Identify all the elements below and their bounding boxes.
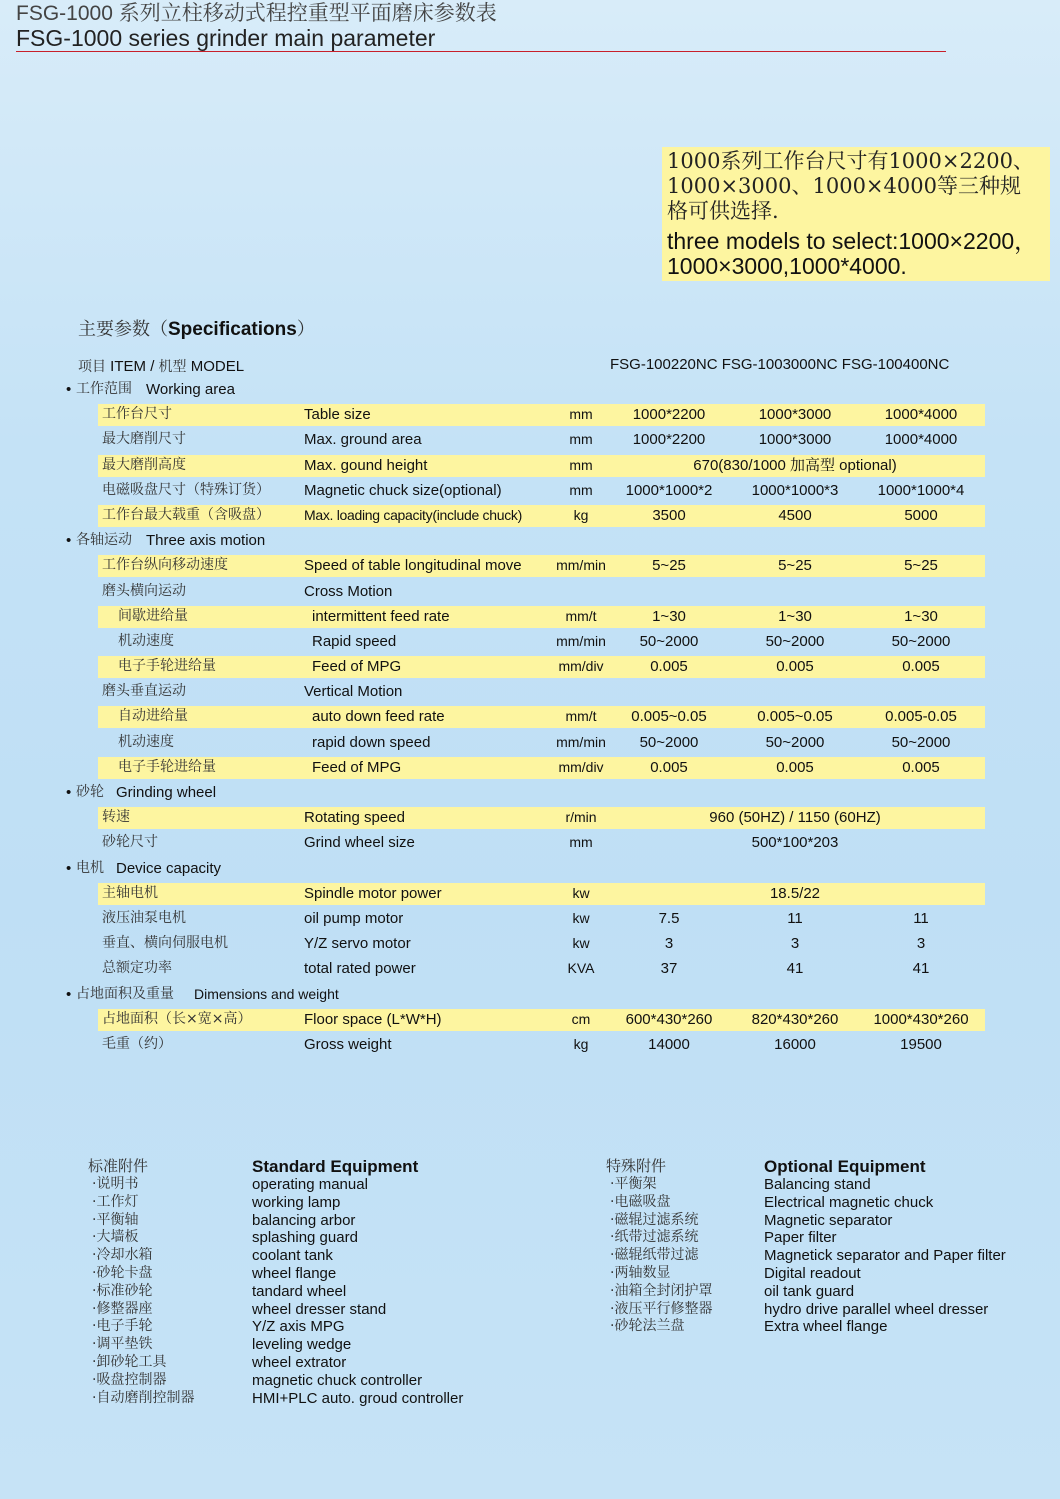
list-item: ·砂轮法兰盘 — [610, 1318, 685, 1335]
note-english — [667, 229, 1050, 279]
row-label-cn: 电子手轮进给量 — [118, 658, 216, 675]
row-label-en: Vertical Motion — [304, 683, 403, 701]
row-label-en: Spindle motor power — [304, 884, 442, 902]
list-item: ·大墙板 — [92, 1229, 139, 1246]
row-label-en: Table size — [304, 406, 371, 424]
value-all-models: 500*100*203 — [751, 834, 839, 852]
value-model-1: 5~25 — [652, 557, 686, 575]
row-label-cn: 液压油泵电机 — [102, 909, 186, 926]
row-unit: mm/min — [556, 733, 606, 750]
bullet: • — [66, 859, 72, 877]
spec-row-rotating-speed — [62, 805, 992, 830]
list-item: wheel extrator — [252, 1353, 347, 1371]
row-label-en: total rated power — [304, 960, 416, 978]
value-model-3: 0.005-0.05 — [885, 708, 957, 726]
list-item: ·标准砂轮 — [92, 1282, 153, 1299]
model-options-note — [662, 147, 1050, 281]
value-model-2: 0.005 — [776, 658, 814, 676]
optional-list-cn — [610, 1176, 712, 1336]
bullet: • — [66, 532, 72, 550]
bullet: • — [66, 784, 72, 801]
value-model-3: 50~2000 — [891, 733, 951, 751]
spec-heading-en: Specifications — [168, 319, 297, 340]
list-item: ·电子手轮 — [92, 1318, 153, 1335]
section-grinding-wheel — [62, 780, 992, 805]
spec-row-wheel-size — [62, 830, 992, 855]
header-divider — [16, 51, 946, 52]
list-item: coolant tank — [252, 1247, 333, 1265]
row-label-cn: 间歇进给量 — [118, 607, 188, 624]
list-item: ·平衡轴 — [92, 1211, 139, 1228]
list-item: tandard wheel — [252, 1282, 347, 1300]
value-model-1: 50~2000 — [639, 733, 699, 751]
value-model-2: 50~2000 — [765, 632, 825, 650]
row-label-en: Feed of MPG — [312, 658, 402, 676]
value-model-3: 0.005 — [902, 758, 940, 776]
row-unit: mm/div — [558, 658, 604, 675]
spec-row-max-ground-area — [62, 427, 992, 452]
list-item: ·调平垫铁 — [92, 1336, 153, 1353]
note-chinese — [667, 149, 1050, 224]
list-item: magnetic chuck controller — [252, 1371, 423, 1389]
list-item: HMI+PLC auto. groud controller — [252, 1389, 464, 1407]
list-item: ·电磁吸盘 — [610, 1193, 671, 1210]
spec-row-floor-space — [62, 1007, 992, 1032]
row-label-en: Grind wheel size — [304, 834, 415, 852]
value-model-1: 3 — [664, 935, 674, 953]
row-label-cn: 最大磨削高度 — [102, 456, 186, 473]
section-working-area — [62, 377, 992, 402]
list-item: ·磁辊纸带过滤 — [610, 1247, 699, 1264]
row-label-cn: 电磁吸盘尺寸（特殊订货） — [102, 481, 270, 498]
row-label-en: Max. loading capacity(include chuck) — [304, 506, 522, 523]
list-item: ·纸带过滤系统 — [610, 1229, 699, 1246]
value-all-models: 960 (50HZ) / 1150 (60HZ) — [709, 809, 881, 827]
value-model-1: 1000*1000*2 — [625, 481, 713, 499]
value-model-1: 1~30 — [652, 607, 686, 625]
list-item: Y/Z axis MPG — [252, 1318, 345, 1336]
row-unit: mm/min — [556, 632, 606, 649]
value-model-1: 7.5 — [658, 909, 680, 927]
row-label-cn: 磨头垂直运动 — [102, 683, 186, 700]
value-model-1: 50~2000 — [639, 632, 699, 650]
section-label-en: Dimensions and weight — [194, 985, 339, 1002]
value-model-2: 1000*1000*3 — [751, 481, 839, 499]
row-label-en: Gross weight — [304, 1035, 392, 1053]
value-model-1: 3500 — [652, 506, 686, 524]
row-unit: mm/t — [565, 708, 597, 725]
value-model-1: 600*430*260 — [625, 1010, 713, 1028]
spec-row-servo-motor — [62, 931, 992, 956]
section-label-cn: 各轴运动 — [76, 532, 132, 549]
list-item: ·平衡架 — [610, 1176, 657, 1192]
row-label-cn: 自动进给量 — [118, 708, 188, 725]
section-label-en: Working area — [146, 381, 235, 398]
row-label-en: Rotating speed — [304, 809, 405, 827]
row-unit: mm — [569, 406, 593, 423]
section-three-axis-motion — [62, 528, 992, 553]
list-item: Extra wheel flange — [764, 1318, 888, 1336]
row-unit: kw — [572, 909, 590, 926]
list-item: splashing guard — [252, 1229, 358, 1247]
row-label-cn: 总额定功率 — [102, 960, 172, 977]
list-item: wheel flange — [252, 1264, 337, 1282]
value-all-models: 670(830/1000 加高型 optional) — [693, 456, 897, 474]
value-model-1: 0.005 — [650, 658, 688, 676]
row-label-cn: 最大磨削尺寸 — [102, 431, 186, 448]
spec-row-cross-motion — [62, 579, 992, 604]
model-label-en: MODEL — [190, 358, 245, 375]
value-model-2: 1000*3000 — [758, 431, 832, 449]
optional-list-en — [764, 1176, 1006, 1336]
value-model-3: 41 — [912, 960, 930, 978]
value-model-3: 3 — [916, 935, 926, 953]
value-model-1: 0.005~0.05 — [631, 708, 707, 726]
standard-list-en — [252, 1176, 463, 1407]
list-item: ·油箱全封闭护罩 — [610, 1282, 713, 1299]
spec-row-max-ground-height — [62, 453, 992, 478]
value-model-1: 1000*2200 — [632, 431, 706, 449]
row-label-cn: 机动速度 — [118, 632, 174, 649]
section-label-en: Device capacity — [116, 859, 222, 877]
title-chinese: FSG-1000 系列立柱移动式程控重型平面磨床参数表 — [16, 2, 497, 25]
section-label-cn: 电机 — [76, 859, 104, 876]
row-label-en: Magnetic chuck size(optional) — [304, 481, 502, 499]
spec-row-feed-mpg-vertical — [62, 755, 992, 780]
spec-row-oil-pump-motor — [62, 906, 992, 931]
optional-title-cn: 特殊附件 — [606, 1157, 667, 1175]
row-label-cn: 砂轮尺寸 — [102, 834, 158, 851]
list-item: ·自动磨削控制器 — [92, 1389, 195, 1406]
item-label-en: ITEM — [110, 358, 147, 375]
row-label-en: rapid down speed — [312, 733, 431, 751]
value-model-3: 5000 — [904, 506, 938, 524]
value-model-3: 5~25 — [904, 557, 938, 575]
list-item: leveling wedge — [252, 1336, 352, 1354]
list-item: ·卸砂轮工具 — [92, 1353, 167, 1370]
list-item: ·两轴数显 — [610, 1264, 671, 1281]
item-model-label — [78, 356, 244, 376]
list-item: ·吸盘控制器 — [92, 1371, 167, 1388]
section-label-en: Three axis motion — [146, 532, 266, 550]
row-unit: kw — [572, 935, 590, 952]
row-label-en: Rapid speed — [312, 632, 397, 650]
model-names: FSG-100220NC FSG-1003000NC FSG-100400NC — [610, 356, 950, 373]
list-item: wheel dresser stand — [252, 1300, 387, 1318]
value-model-1: 1000*2200 — [632, 406, 706, 424]
note-en-line: 1000×3000,1000*4000. — [667, 253, 907, 279]
row-label-cn: 工作台纵向移动速度 — [102, 557, 228, 574]
value-model-2: 0.005~0.05 — [757, 708, 833, 726]
note-en-line: three models to select:1000×2200， — [667, 228, 1038, 254]
list-item: ·磁辊过滤系统 — [610, 1211, 699, 1228]
note-cn-line: 1000系列工作台尺寸有1000×2200、 — [667, 149, 1034, 173]
value-model-2: 820*430*260 — [751, 1010, 839, 1028]
list-item: ·液压平行修整器 — [610, 1300, 713, 1317]
standard-title-en: Standard Equipment — [252, 1157, 419, 1176]
row-label-cn: 垂直、横向伺服电机 — [102, 935, 228, 952]
row-unit: r/min — [565, 809, 597, 826]
standard-list-cn — [92, 1176, 194, 1407]
list-item: Balancing stand — [764, 1176, 871, 1193]
value-model-2: 11 — [787, 909, 803, 927]
spec-row-rapid-down-speed — [62, 730, 992, 755]
row-unit: mm — [569, 834, 593, 851]
row-unit: mm — [569, 481, 593, 498]
value-model-3: 1000*4000 — [884, 431, 958, 449]
value-model-2: 50~2000 — [765, 733, 825, 751]
value-model-3: 1~30 — [904, 607, 938, 625]
spec-row-spindle-motor — [62, 881, 992, 906]
title-english: FSG-1000 series grinder main parameter — [16, 25, 436, 51]
value-model-2: 1~30 — [778, 607, 812, 625]
row-label-cn: 毛重（约） — [102, 1035, 172, 1052]
section-device-capacity — [62, 856, 992, 881]
row-unit: mm — [569, 456, 593, 473]
row-unit: mm/min — [556, 557, 606, 574]
row-label-cn: 磨头横向运动 — [102, 582, 186, 599]
list-item: Magnetick separator and Paper filter — [764, 1247, 1006, 1265]
list-item: Paper filter — [764, 1229, 837, 1247]
list-item: Magnetic separator — [764, 1211, 893, 1229]
list-item: balancing arbor — [252, 1211, 356, 1229]
row-label-en: auto down feed rate — [312, 708, 445, 726]
spec-heading-close: ） — [296, 319, 315, 340]
value-model-2: 0.005 — [776, 758, 814, 776]
bullet: • — [66, 381, 72, 398]
list-item: ·冷却水箱 — [92, 1247, 153, 1264]
list-item: operating manual — [252, 1176, 368, 1193]
note-cn-line: 1000×3000、1000×4000等三种规 — [667, 174, 1021, 198]
row-label-cn: 电子手轮进给量 — [118, 758, 216, 775]
row-unit: kg — [573, 506, 589, 523]
value-model-2: 5~25 — [778, 557, 812, 575]
row-unit: kw — [572, 884, 590, 901]
value-model-3: 1000*430*260 — [873, 1010, 969, 1028]
row-label-en: Max. gound height — [304, 456, 428, 474]
row-unit: KVA — [567, 960, 595, 977]
value-model-2: 1000*3000 — [758, 406, 832, 424]
row-label-en: intermittent feed rate — [312, 607, 450, 625]
row-label-cn: 工作台尺寸 — [102, 406, 172, 423]
value-model-2: 16000 — [774, 1035, 816, 1053]
value-model-3: 19500 — [900, 1035, 942, 1053]
spec-heading-cn: 主要参数（ — [78, 319, 168, 340]
value-model-1: 0.005 — [650, 758, 688, 776]
specifications-heading — [78, 315, 315, 341]
spec-row-auto-down-feed — [62, 704, 992, 729]
section-dimensions-weight — [62, 982, 992, 1007]
spec-row-feed-mpg-cross — [62, 654, 992, 679]
spec-table — [62, 377, 992, 1057]
row-label-cn: 主轴电机 — [102, 884, 158, 901]
model-header-row — [78, 354, 988, 376]
value-model-2: 4500 — [778, 506, 812, 524]
list-item: ·砂轮卡盘 — [92, 1264, 153, 1281]
item-label-cn: 项目 — [78, 359, 106, 375]
spec-row-table-size — [62, 402, 992, 427]
list-item: ·工作灯 — [92, 1193, 139, 1210]
row-label-en: Floor space (L*W*H) — [304, 1010, 442, 1028]
separator: / — [150, 358, 155, 375]
list-item: Electrical magnetic chuck — [764, 1193, 934, 1211]
spec-row-rapid-speed — [62, 629, 992, 654]
spec-row-total-power — [62, 956, 992, 981]
row-unit: kg — [573, 1035, 589, 1052]
row-label-en: oil pump motor — [304, 909, 404, 927]
row-label-en: Max. ground area — [304, 431, 422, 449]
list-item: Digital readout — [764, 1264, 861, 1282]
standard-title-cn: 标准附件 — [88, 1157, 149, 1175]
spec-row-magnetic-chuck — [62, 478, 992, 503]
value-model-2: 41 — [786, 960, 804, 978]
optional-title-en: Optional Equipment — [764, 1157, 926, 1176]
spec-row-max-loading — [62, 503, 992, 528]
value-model-3: 1000*1000*4 — [877, 481, 965, 499]
list-item: oil tank guard — [764, 1282, 855, 1300]
row-unit: mm/t — [565, 607, 597, 624]
model-label-cn: 机型 — [158, 359, 187, 375]
row-unit: mm — [569, 431, 593, 448]
value-model-3: 1000*4000 — [884, 406, 958, 424]
value-model-3: 0.005 — [902, 658, 940, 676]
note-cn-line: 格可供选择. — [667, 199, 779, 223]
row-label-cn: 占地面积（长×宽×高） — [102, 1010, 252, 1027]
section-label-cn: 工作范围 — [76, 381, 132, 397]
row-unit: cm — [571, 1010, 591, 1027]
value-all-models: 18.5/22 — [769, 884, 821, 902]
row-label-cn: 工作台最大载重（含吸盘） — [102, 506, 270, 523]
value-model-1: 37 — [660, 960, 678, 978]
row-label-en: Y/Z servo motor — [304, 935, 411, 953]
row-label-cn: 转速 — [102, 809, 130, 826]
spec-row-table-speed — [62, 553, 992, 578]
value-model-1: 14000 — [648, 1035, 690, 1053]
row-label-en: Speed of table longitudinal move — [304, 557, 522, 575]
row-unit: mm/div — [558, 758, 604, 775]
spec-row-vertical-motion — [62, 679, 992, 704]
value-model-2: 3 — [790, 935, 800, 953]
section-label-en: Grinding wheel — [116, 784, 217, 801]
list-item: ·修整器座 — [92, 1300, 153, 1317]
spec-row-gross-weight — [62, 1032, 992, 1057]
bullet: • — [66, 985, 72, 1003]
value-model-3: 50~2000 — [891, 632, 951, 650]
list-item: ·说明书 — [92, 1176, 139, 1192]
row-label-cn: 机动速度 — [118, 733, 174, 750]
section-label-cn: 占地面积及重量 — [76, 985, 174, 1002]
section-label-cn: 砂轮 — [76, 784, 104, 800]
spec-row-intermittent-feed — [62, 604, 992, 629]
list-item: working lamp — [252, 1193, 341, 1211]
row-label-en: Feed of MPG — [312, 758, 402, 776]
page-header — [16, 2, 946, 50]
value-model-3: 11 — [913, 909, 929, 927]
row-label-en: Cross Motion — [304, 582, 393, 600]
list-item: hydro drive parallel wheel dresser — [764, 1300, 989, 1318]
